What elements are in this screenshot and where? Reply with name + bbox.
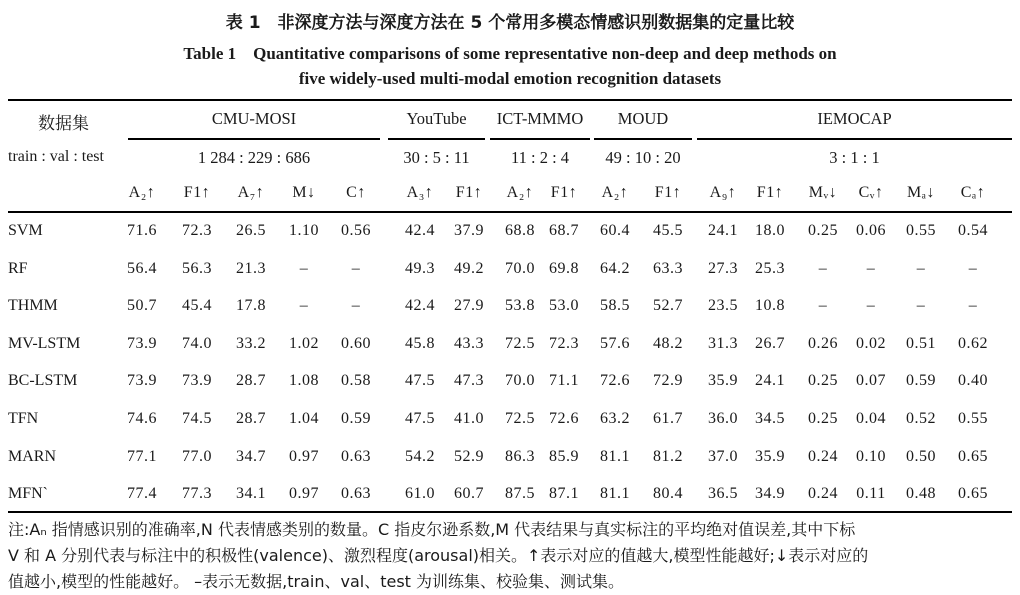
- table-cell: 0.11: [856, 485, 886, 503]
- table-cell: 47.5: [405, 372, 435, 390]
- metric-header: A₉↑: [709, 184, 737, 201]
- table-cell: 0.65: [958, 485, 988, 503]
- split-header: train : val : test: [8, 148, 104, 165]
- table-note-line1: 注:Aₙ 指情感识别的准确率,N 代表情感类别的数量。C 指皮尔逊系数,M 代表结果与真实标注的平均绝对值误差,其中下标: [8, 520, 856, 539]
- table-cell: 52.9: [454, 447, 484, 465]
- metric-header: Mᵥ↓: [808, 184, 838, 201]
- table-cell: 72.5: [505, 410, 535, 427]
- dataset-split-youtube: 30 : 5 : 11: [403, 148, 470, 167]
- table-cell: 61.7: [653, 410, 683, 427]
- table-cell: 0.60: [341, 334, 371, 352]
- table-cell: 0.02: [856, 334, 886, 352]
- table-cell: 53.0: [549, 297, 579, 315]
- table-title-cn: 表 1 非深度方法与深度方法在 5 个常用多模态情感识别数据集的定量比较: [225, 13, 795, 33]
- table-cell: –: [351, 297, 361, 315]
- group-rule-iemocap: [697, 138, 1012, 140]
- table-cell: 85.9: [549, 447, 579, 465]
- method-name: MV-LSTM: [8, 334, 81, 352]
- table-cell: 74.6: [127, 410, 157, 427]
- table-cell: 0.97: [289, 447, 319, 465]
- dataset-name-cmu-mosi: CMU-MOSI: [211, 109, 297, 128]
- table-cell: 52.7: [653, 297, 683, 315]
- table-cell: 42.4: [405, 297, 435, 315]
- table-cell: 0.24: [808, 485, 838, 503]
- metric-header: C↑: [346, 184, 366, 201]
- table-cell: 34.7: [236, 447, 266, 465]
- table-cell: 0.55: [958, 410, 988, 427]
- table-cell: 45.5: [653, 222, 683, 239]
- table-cell: 0.10: [856, 447, 886, 465]
- table-cell: 77.3: [182, 485, 212, 503]
- table-cell: 0.58: [341, 372, 371, 390]
- table-cell: 56.4: [127, 259, 157, 277]
- table-cell: 77.0: [182, 447, 212, 465]
- table-cell: 70.0: [505, 259, 535, 277]
- table-cell: 61.0: [405, 485, 435, 503]
- table-cell: 0.51: [906, 334, 936, 352]
- table-cell: 69.8: [549, 259, 579, 277]
- table-cell: 71.6: [127, 222, 157, 239]
- table-cell: –: [866, 297, 876, 315]
- table-cell: 72.6: [549, 410, 579, 427]
- table-cell: 49.3: [405, 259, 435, 277]
- table-cell: 1.02: [289, 334, 319, 352]
- table-cell: 28.7: [236, 410, 266, 427]
- table-cell: 77.4: [127, 485, 157, 503]
- metric-header: A₇↑: [237, 184, 265, 201]
- table-cell: –: [866, 259, 876, 277]
- group-rule-ict: [490, 138, 590, 140]
- table-cell: 72.3: [549, 334, 579, 352]
- metric-header: A₃↑: [406, 184, 434, 201]
- table-cell: 63.3: [653, 259, 683, 277]
- table-cell: 81.2: [653, 447, 683, 465]
- table-cell: 35.9: [755, 447, 785, 465]
- table-cell: –: [916, 259, 926, 277]
- metric-header: M↓: [292, 184, 316, 201]
- method-name: MARN: [8, 447, 57, 465]
- method-name: BC-LSTM: [8, 372, 78, 390]
- table-cell: 0.55: [906, 222, 936, 239]
- metric-header: A₂↑: [506, 184, 534, 201]
- table-cell: 23.5: [708, 297, 738, 315]
- table-cell: 34.9: [755, 485, 785, 503]
- table-cell: 24.1: [755, 372, 785, 390]
- table-title-en-line1: Table 1 Quantitative comparisons of some representative non-deep and deep methods on: [183, 44, 837, 63]
- table-cell: 27.9: [454, 297, 484, 315]
- table-cell: 36.0: [708, 410, 738, 427]
- table-cell: 58.5: [600, 297, 630, 315]
- dataset-split-iemocap: 3 : 1 : 1: [829, 148, 880, 167]
- metric-header: F1↑: [550, 184, 578, 201]
- table-cell: 0.59: [906, 372, 936, 390]
- table-cell: 72.3: [182, 222, 212, 239]
- table-cell: –: [818, 297, 828, 315]
- table-cell: 25.3: [755, 259, 785, 277]
- group-rule-moud: [594, 138, 692, 140]
- table-cell: 49.2: [454, 259, 484, 277]
- table-cell: –: [818, 259, 828, 277]
- table-cell: 37.0: [708, 447, 738, 465]
- table-cell: 64.2: [600, 259, 630, 277]
- metric-header: F1↑: [183, 184, 211, 201]
- method-name: RF: [8, 259, 28, 277]
- table-cell: 0.25: [808, 410, 838, 427]
- dataset-name-youtube: YouTube: [406, 109, 467, 128]
- metric-header: Cᵥ↑: [858, 184, 884, 201]
- table-cell: 72.6: [600, 372, 630, 390]
- table-cell: 1.04: [289, 410, 319, 427]
- table-cell: 87.1: [549, 485, 579, 503]
- table-cell: 17.8: [236, 297, 266, 315]
- table-cell: 0.65: [958, 447, 988, 465]
- table-note-line2: V 和 A 分别代表与标注中的积极性(valence)、激烈程度(arousal)相关。↑表示对应的值越大,模型性能越好;↓表示对应的: [8, 546, 869, 565]
- table-cell: 81.1: [600, 447, 630, 465]
- table-cell: 34.5: [755, 410, 785, 427]
- group-rule-youtube: [388, 138, 485, 140]
- table-cell: 50.7: [127, 297, 157, 315]
- metric-header: A₂↑: [601, 184, 629, 201]
- table-cell: 0.07: [856, 372, 886, 390]
- table-cell: 56.3: [182, 259, 212, 277]
- table-cell: 0.06: [856, 222, 886, 239]
- table-cell: –: [351, 259, 361, 277]
- header-rule: [8, 211, 1012, 213]
- method-name: THMM: [8, 297, 58, 315]
- metric-header: Cₐ↑: [960, 184, 986, 201]
- table-cell: 48.2: [653, 334, 683, 352]
- table-cell: 45.4: [182, 297, 212, 315]
- table-cell: 0.56: [341, 222, 371, 239]
- table-cell: 47.3: [454, 372, 484, 390]
- table-cell: 54.2: [405, 447, 435, 465]
- table-cell: 34.1: [236, 485, 266, 503]
- table-cell: 26.5: [236, 222, 266, 239]
- metric-header: F1↑: [756, 184, 784, 201]
- dataset-split-moud: 49 : 10 : 20: [605, 148, 681, 167]
- table-cell: 71.1: [549, 372, 579, 390]
- table-cell: 45.8: [405, 334, 435, 352]
- dataset-name-moud: MOUD: [617, 109, 669, 128]
- table-cell: 42.4: [405, 222, 435, 239]
- table-cell: 0.50: [906, 447, 936, 465]
- metric-header: F1↑: [455, 184, 483, 201]
- table-cell: 33.2: [236, 334, 266, 352]
- table-cell: 74.5: [182, 410, 212, 427]
- table-cell: 81.1: [600, 485, 630, 503]
- table-note-line3: 值越小,模型的性能越好。 –表示无数据,train、val、test 为训练集、校验集、测试集。: [8, 572, 625, 591]
- dataset-name-ict-mmmo: ICT-MMMO: [496, 109, 584, 128]
- table-cell: 72.9: [653, 372, 683, 390]
- table-cell: 1.10: [289, 222, 319, 239]
- table-cell: 26.7: [755, 334, 785, 352]
- table-cell: 0.40: [958, 372, 988, 390]
- table-cell: 0.26: [808, 334, 838, 352]
- table-cell: 18.0: [755, 222, 785, 239]
- table-cell: 21.3: [236, 259, 266, 277]
- dataset-name-iemocap: IEMOCAP: [817, 109, 892, 128]
- table-cell: 0.25: [808, 372, 838, 390]
- top-rule: [8, 99, 1012, 101]
- bottom-rule: [8, 511, 1012, 513]
- table-cell: 73.9: [127, 372, 157, 390]
- table-cell: 0.48: [906, 485, 936, 503]
- table-cell: 80.4: [653, 485, 683, 503]
- method-name: MFN`: [8, 485, 49, 503]
- table-cell: 0.54: [958, 222, 988, 239]
- table-cell: 24.1: [708, 222, 738, 239]
- metric-header: A₂↑: [128, 184, 156, 201]
- table-cell: 0.97: [289, 485, 319, 503]
- table-cell: 10.8: [755, 297, 785, 315]
- table-cell: –: [299, 259, 309, 277]
- table-cell: 47.5: [405, 410, 435, 427]
- table-cell: 72.5: [505, 334, 535, 352]
- table-cell: 0.25: [808, 222, 838, 239]
- table-cell: 87.5: [505, 485, 535, 503]
- dataset-split-ict-mmmo: 11 : 2 : 4: [510, 148, 570, 167]
- table-cell: 0.52: [906, 410, 936, 427]
- group-rule-cmu: [128, 138, 380, 140]
- table-cell: 36.5: [708, 485, 738, 503]
- table-cell: –: [916, 297, 926, 315]
- table-cell: 0.24: [808, 447, 838, 465]
- table-cell: 27.3: [708, 259, 738, 277]
- table-cell: 57.6: [600, 334, 630, 352]
- table-cell: 70.0: [505, 372, 535, 390]
- table-cell: 31.3: [708, 334, 738, 352]
- metric-header: Mₐ↓: [906, 184, 936, 201]
- table-cell: –: [968, 297, 978, 315]
- table-cell: 68.8: [505, 222, 535, 239]
- table-cell: 43.3: [454, 334, 484, 352]
- table-cell: 73.9: [182, 372, 212, 390]
- table-cell: –: [299, 297, 309, 315]
- dataset-split-cmu-mosi: 1 284 : 229 : 686: [197, 148, 311, 167]
- table-cell: 0.04: [856, 410, 886, 427]
- table-cell: 0.59: [341, 410, 371, 427]
- method-name: TFN: [8, 410, 39, 427]
- table-cell: 74.0: [182, 334, 212, 352]
- table-cell: 0.63: [341, 485, 371, 503]
- table-cell: 60.4: [600, 222, 630, 239]
- table-title-en-line2: five widely-used multi-modal emotion recognition datasets: [298, 69, 722, 88]
- table-cell: 37.9: [454, 222, 484, 239]
- table-cell: 28.7: [236, 372, 266, 390]
- table-cell: 73.9: [127, 334, 157, 352]
- dataset-header: 数据集: [38, 114, 89, 134]
- table-cell: 86.3: [505, 447, 535, 465]
- table-cell: 0.62: [958, 334, 988, 352]
- table-cell: 1.08: [289, 372, 319, 390]
- table-cell: 77.1: [127, 447, 157, 465]
- metric-header: F1↑: [654, 184, 682, 201]
- table-cell: 60.7: [454, 485, 484, 503]
- table-cell: 35.9: [708, 372, 738, 390]
- method-name: SVM: [8, 222, 43, 239]
- table-cell: 53.8: [505, 297, 535, 315]
- table-cell: –: [968, 259, 978, 277]
- table-cell: 41.0: [454, 410, 484, 427]
- table-cell: 68.7: [549, 222, 579, 239]
- table-cell: 0.63: [341, 447, 371, 465]
- table-cell: 63.2: [600, 410, 630, 427]
